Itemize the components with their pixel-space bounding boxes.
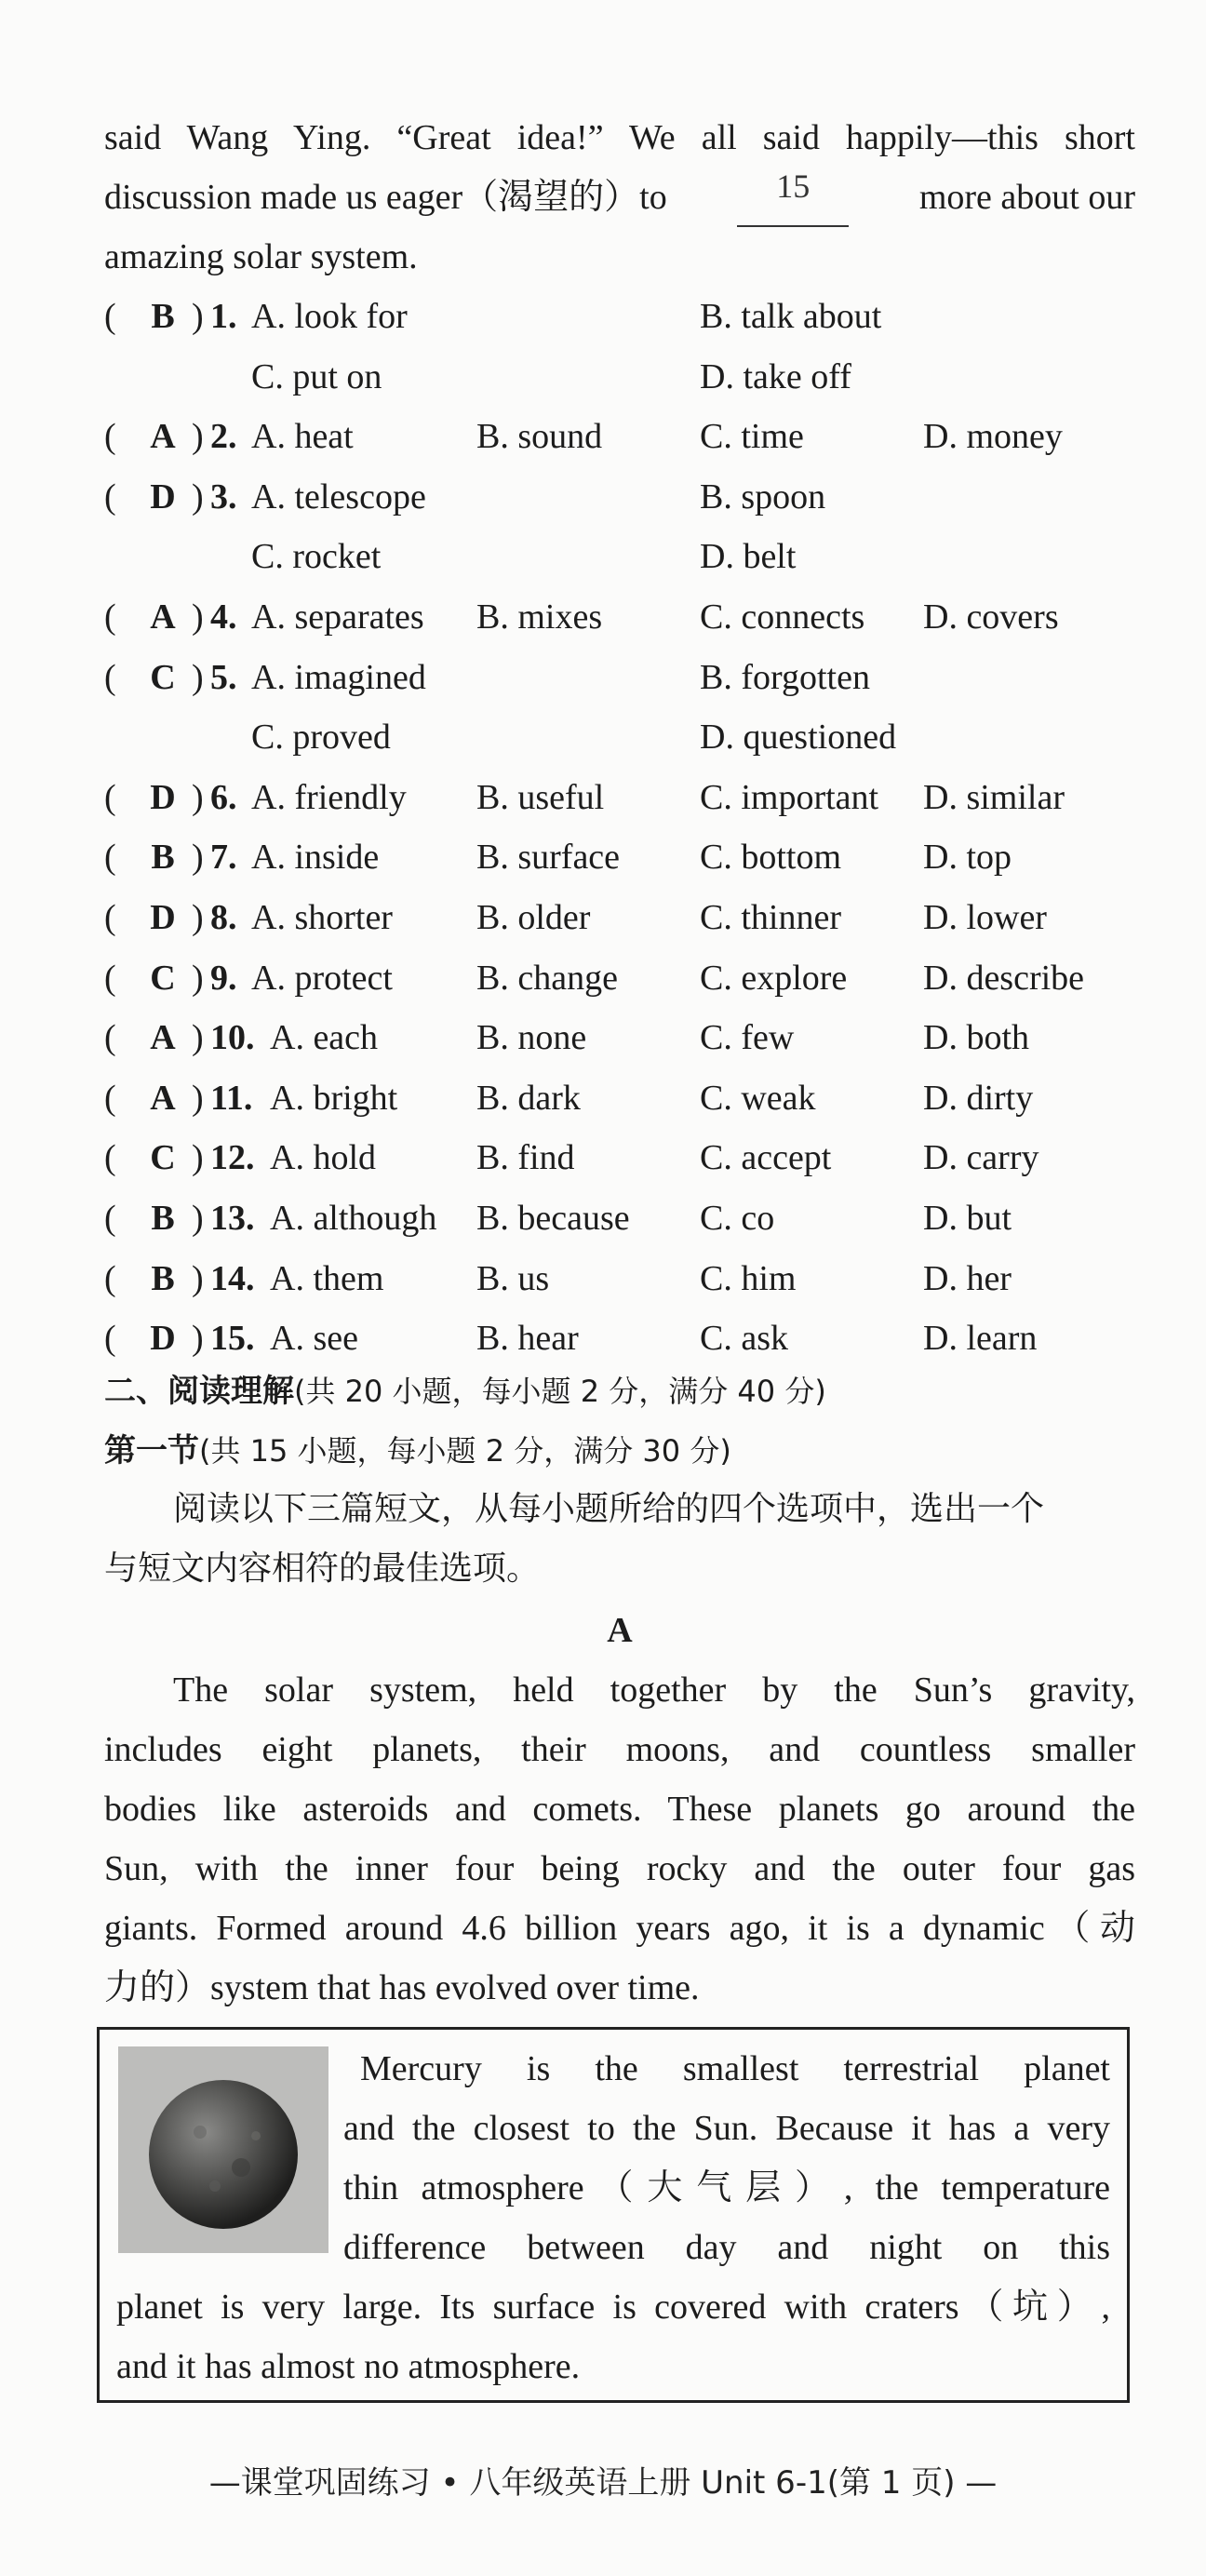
- answer-field[interactable]: B: [151, 1199, 175, 1238]
- question-number: 5.: [210, 657, 237, 697]
- option-b: B. useful: [476, 777, 605, 817]
- question-number: 7.: [210, 838, 237, 878]
- passage-line-1: said Wang Ying. “Great idea!” We all said happily—this short: [104, 118, 1135, 157]
- option-c: C. put on: [251, 356, 382, 396]
- answer-field[interactable]: C: [150, 1138, 176, 1178]
- paren-open: (: [104, 958, 116, 998]
- option-c: C. accept: [700, 1138, 832, 1178]
- paren-close: ): [192, 1319, 204, 1359]
- box-line-5: planet is very large. Its surface is covered with craters（坑）,: [116, 2288, 1110, 2327]
- answer-field[interactable]: D: [150, 476, 176, 517]
- option-d: D. take off: [700, 356, 851, 396]
- section-2-header: [104, 1361, 1135, 1421]
- passage-line-2-start: discussion made us eager（渴望的）to: [104, 178, 667, 217]
- box-line-4: difference between day and night on this: [343, 2228, 1110, 2267]
- answer-field[interactable]: A: [150, 597, 176, 637]
- option-b: B. dark: [476, 1078, 581, 1118]
- paren-open: (: [104, 1199, 116, 1238]
- instruction-line-2: 与短文内容相符的最佳选项。: [104, 1550, 541, 1588]
- option-b: B. us: [476, 1258, 550, 1298]
- blank-15[interactable]: 15: [737, 168, 849, 227]
- paren-open: (: [104, 1138, 116, 1178]
- option-d: D. top: [923, 838, 1012, 878]
- option-a: A. inside: [251, 838, 380, 878]
- question-number: 10.: [210, 1018, 255, 1058]
- instruction-line-1: 阅读以下三篇短文，从每小题所给的四个选项中，选出一个: [173, 1490, 1045, 1528]
- option-c: C. thinner: [700, 898, 841, 937]
- answer-field[interactable]: B: [151, 1258, 175, 1298]
- paren-open: (: [104, 1018, 116, 1058]
- paren-open: (: [104, 838, 116, 878]
- option-b: B. because: [476, 1199, 630, 1238]
- option-d: D. her: [923, 1258, 1012, 1298]
- option-c: C. weak: [700, 1078, 816, 1118]
- planet-icon: [118, 2046, 328, 2253]
- question-number: 14.: [210, 1258, 255, 1298]
- box-line-3: thin atmosphere（大气层）, the temperature: [343, 2168, 1110, 2207]
- box-line-2: and the closest to the Sun. Because it has a very: [343, 2109, 1110, 2148]
- option-b: B. hear: [476, 1319, 579, 1359]
- option-c: C. rocket: [251, 537, 382, 577]
- paren-close: ): [192, 417, 204, 457]
- option-b: B. surface: [476, 838, 621, 878]
- para-line-2: includes eight planets, their moons, and countless smaller: [104, 1730, 1135, 1769]
- paren-close: ): [192, 1199, 204, 1238]
- paren-open: (: [104, 1319, 116, 1359]
- para-line-1: The solar system, held together by the Sun’s gravity,: [173, 1670, 1135, 1710]
- paren-open: (: [104, 476, 116, 517]
- paren-close: ): [192, 657, 204, 697]
- answer-field[interactable]: A: [150, 1078, 176, 1118]
- paren-close: ): [192, 898, 204, 937]
- paren-close: ): [192, 297, 204, 336]
- paren-close: ): [192, 838, 204, 878]
- question-number: 2.: [210, 417, 237, 457]
- paren-open: (: [104, 898, 116, 937]
- option-b: B. none: [476, 1018, 587, 1058]
- option-c: C. bottom: [700, 838, 842, 878]
- option-d: D. belt: [700, 537, 797, 577]
- question-number: 9.: [210, 958, 237, 998]
- option-b: B. older: [476, 898, 591, 937]
- mercury-box: [97, 2027, 1130, 2403]
- option-a: A. shorter: [251, 898, 393, 937]
- paren-close: ): [192, 1018, 204, 1058]
- option-b: B. find: [476, 1138, 575, 1178]
- option-c: C. important: [700, 777, 879, 817]
- question-number: 4.: [210, 597, 237, 637]
- answer-field[interactable]: D: [150, 898, 176, 937]
- option-d: D. dirty: [923, 1078, 1034, 1118]
- answer-field[interactable]: D: [150, 777, 176, 817]
- answer-field[interactable]: B: [151, 297, 175, 336]
- paren-open: (: [104, 297, 116, 336]
- option-a: A. separates: [251, 597, 424, 637]
- paren-close: ): [192, 958, 204, 998]
- mercury-image: [118, 2046, 328, 2253]
- option-c: C. connects: [700, 597, 865, 637]
- option-b: B. change: [476, 958, 618, 998]
- paren-open: (: [104, 417, 116, 457]
- paren-close: ): [192, 1078, 204, 1118]
- option-c: C. few: [700, 1018, 795, 1058]
- option-c: C. ask: [700, 1319, 788, 1359]
- paren-close: ): [192, 1258, 204, 1298]
- option-d: D. both: [923, 1018, 1029, 1058]
- passage-line-2-end: more about our: [918, 178, 1135, 217]
- option-a: A. bright: [270, 1078, 398, 1118]
- option-d: D. describe: [923, 958, 1085, 998]
- option-a: A. them: [270, 1258, 384, 1298]
- option-d: D. covers: [923, 597, 1059, 637]
- option-a: A. each: [270, 1018, 379, 1058]
- question-number: 1.: [210, 297, 237, 336]
- option-a: A. hold: [270, 1138, 376, 1178]
- option-a: A. friendly: [251, 777, 407, 817]
- paren-close: ): [192, 476, 204, 517]
- option-c: B. spoon: [700, 476, 826, 517]
- answer-field[interactable]: C: [150, 657, 176, 697]
- option-d: D. learn: [923, 1319, 1038, 1359]
- option-b: B. sound: [476, 417, 603, 457]
- paren-close: ): [192, 777, 204, 817]
- section-2-title: 二、阅读理解: [104, 1373, 294, 1410]
- option-d: D. similar: [923, 777, 1065, 817]
- answer-field[interactable]: C: [150, 958, 176, 998]
- part-1-title: 第一节: [104, 1432, 199, 1469]
- question-number: 8.: [210, 898, 237, 937]
- passage-line-3: amazing solar system.: [104, 237, 418, 276]
- option-c: C. time: [700, 417, 804, 457]
- question-number: 6.: [210, 777, 237, 817]
- option-d: D. lower: [923, 898, 1047, 937]
- question-number: 11.: [210, 1078, 253, 1118]
- box-line-6: and it has almost no atmosphere.: [116, 2347, 581, 2386]
- option-c: C. him: [700, 1258, 797, 1298]
- box-line-1: Mercury is the smallest terrestrial planet: [360, 2049, 1110, 2088]
- answer-field[interactable]: A: [150, 417, 176, 457]
- part-1-header: [104, 1420, 1135, 1481]
- option-d: D. carry: [923, 1138, 1039, 1178]
- para-line-3: bodies like asteroids and comets. These planets go around the: [104, 1790, 1135, 1829]
- option-c: C. co: [700, 1199, 775, 1238]
- page-footer: —课堂巩固练习 • 八年级英语上册 Unit 6-1(第 1 页) —: [208, 2464, 998, 2502]
- question-number: 13.: [210, 1199, 255, 1238]
- option-d: D. money: [923, 417, 1063, 457]
- option-a: A. protect: [251, 958, 393, 998]
- option-b: B. mixes: [476, 597, 603, 637]
- paren-open: (: [104, 1078, 116, 1118]
- passage-label: A: [607, 1611, 633, 1650]
- option-a: A. imagined: [251, 657, 426, 697]
- option-d: D. questioned: [700, 718, 897, 758]
- para-line-5: giants. Formed around 4.6 billion years ago, it is a dynamic（动: [104, 1909, 1135, 1948]
- option-c: B. forgotten: [700, 657, 870, 697]
- question-number: 3.: [210, 476, 237, 517]
- option-a: A. look for: [251, 297, 408, 336]
- option-d: D. but: [923, 1199, 1012, 1238]
- paren-open: (: [104, 777, 116, 817]
- question-number: 15.: [210, 1319, 255, 1359]
- answer-field[interactable]: B: [151, 838, 175, 878]
- paren-close: ): [192, 597, 204, 637]
- option-a: A. telescope: [251, 476, 426, 517]
- paren-close: ): [192, 1138, 204, 1178]
- option-c: B. talk about: [700, 297, 882, 336]
- option-a: A. see: [270, 1319, 358, 1359]
- section-2-note: (共 20 小题，每小题 2 分，满分 40 分): [294, 1374, 826, 1409]
- question-number: 12.: [210, 1138, 255, 1178]
- part-1-note: (共 15 小题，每小题 2 分，满分 30 分): [199, 1433, 731, 1469]
- paren-open: (: [104, 657, 116, 697]
- paren-open: (: [104, 1258, 116, 1298]
- para-line-4: Sun, with the inner four being rocky and the outer four gas: [104, 1849, 1135, 1888]
- option-a: A. heat: [251, 417, 354, 457]
- option-a: A. although: [270, 1199, 437, 1238]
- answer-field[interactable]: A: [150, 1018, 176, 1058]
- answer-field[interactable]: D: [150, 1319, 176, 1359]
- option-c: C. explore: [700, 958, 848, 998]
- para-line-6: 力的）system that has evolved over time.: [104, 1968, 700, 2007]
- paren-open: (: [104, 597, 116, 637]
- passage-line-2: [104, 168, 1135, 227]
- option-c: C. proved: [251, 718, 391, 758]
